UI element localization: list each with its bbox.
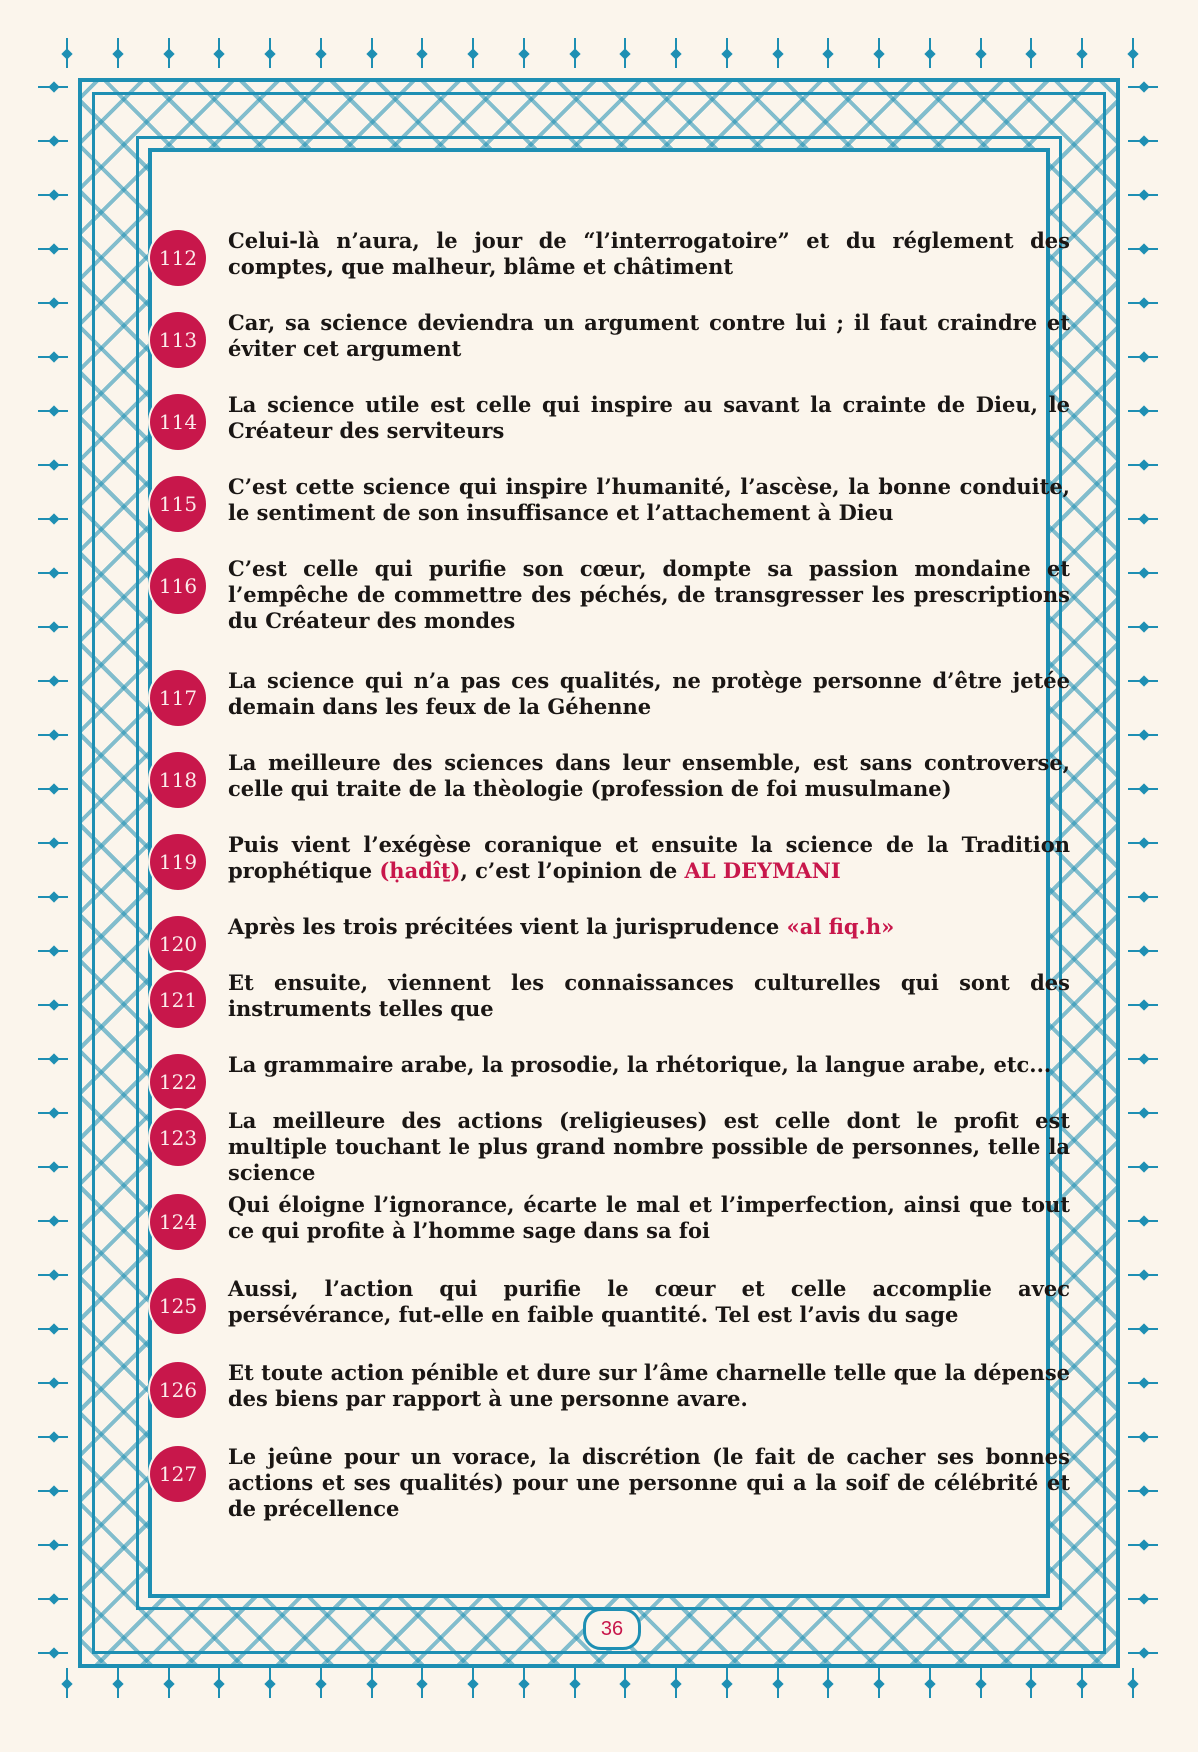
- verse-number-badge: 115: [150, 476, 206, 532]
- verse-number-badge: 123: [150, 1110, 206, 1166]
- verse-number-badge: 126: [150, 1362, 206, 1418]
- right-tick-ornament: [1128, 80, 1158, 1660]
- verse-number-badge: 125: [150, 1278, 206, 1334]
- left-tick-ornament: [38, 80, 68, 1660]
- hadith-term: (ḥadîṯ): [379, 858, 461, 883]
- verse-text: [228, 914, 1070, 940]
- verse-text-part: Puis vient l’exégèse coranique et ensuite la science de la Tradition prophétique: [228, 832, 1070, 883]
- verse-number-badge: 112: [150, 230, 206, 286]
- verse-number-badge: 119: [150, 834, 206, 890]
- verse-text: Car, sa science deviendra un argument contre lui ; il faut craindre et éviter cet argument: [228, 310, 1070, 361]
- verse-number-badge: 117: [150, 670, 206, 726]
- verse-number-badge: 118: [150, 752, 206, 808]
- verse-text: La science qui n’a pas ces qualités, ne protège personne d’être jetée demain dans les feux de la Géhenne: [228, 668, 1070, 719]
- verse-text: Et toute action pénible et dure sur l’âme charnelle telle que la dépense des biens par rapport à une personne avare.: [228, 1360, 1070, 1411]
- author-name: AL DEYMANI: [684, 858, 841, 883]
- bottom-tick-ornament: [60, 1668, 1140, 1698]
- verse-text: [228, 832, 1070, 884]
- verse-number-badge: 121: [150, 972, 206, 1028]
- fiqh-term: «al fiq.h»: [786, 914, 895, 939]
- verse-text: Celui-là n’aura, le jour de “l’interrogatoire” et du réglement des comptes, que malheur, blâme et châtiment: [228, 228, 1070, 279]
- verse-text: Qui éloigne l’ignorance, écarte le mal et l’imperfection, ainsi que tout ce qui profite à l’homme sage dans sa foi: [228, 1192, 1070, 1243]
- verse-text: Aussi, l’action qui purifie le cœur et celle accomplie avec persévérance, fut-elle en faible quantité. Tel est l’avis du sage: [228, 1276, 1070, 1327]
- verse-text: Le jeûne pour un vorace, la discrétion (le fait de cacher ses bonnes actions et ses qualités) pour une personne qui a la soif de célébrité et de précellence: [228, 1444, 1070, 1521]
- verse-text-part: , c’est l’opinion de: [460, 858, 685, 883]
- page-number: 36: [583, 1608, 641, 1650]
- verse-text: Et ensuite, viennent les connaissances culturelles qui sont des instruments telles que: [228, 970, 1070, 1021]
- verse-number-badge: 124: [150, 1194, 206, 1250]
- verse-number-badge: 122: [150, 1054, 206, 1110]
- verse-number-badge: 127: [150, 1446, 206, 1502]
- verse-number-badge: 120: [150, 916, 206, 972]
- verse-text: La meilleure des sciences dans leur ensemble, est sans controverse, celle qui traite de la thèologie (profession de foi musulmane): [228, 750, 1070, 801]
- verse-text: C’est cette science qui inspire l’humanité, l’ascèse, la bonne conduite, le sentiment de son insuffisance et l’attachement à Dieu: [228, 474, 1070, 525]
- verse-number-badge: 116: [150, 558, 206, 614]
- verse-number-badge: 114: [150, 394, 206, 450]
- verse-text: La meilleure des actions (religieuses) est celle dont le profit est multiple touchant le plus grand nombre possible de personnes, telle la science: [228, 1108, 1070, 1185]
- verse-text: La grammaire arabe, la prosodie, la rhétorique, la langue arabe, etc...: [228, 1052, 1052, 1077]
- verse-text-part: Après les trois précitées vient la jurisprudence: [228, 914, 787, 939]
- verse-text: La science utile est celle qui inspire au savant la crainte de Dieu, le Créateur des serviteurs: [228, 392, 1070, 443]
- top-tick-ornament: [60, 38, 1140, 68]
- verse-text: C’est celle qui purifie son cœur, dompte sa passion mondaine et l’empêche de commettre des péchés, de transgresser les prescriptions du Créateur des mondes: [228, 556, 1070, 633]
- verse-number-badge: 113: [150, 312, 206, 368]
